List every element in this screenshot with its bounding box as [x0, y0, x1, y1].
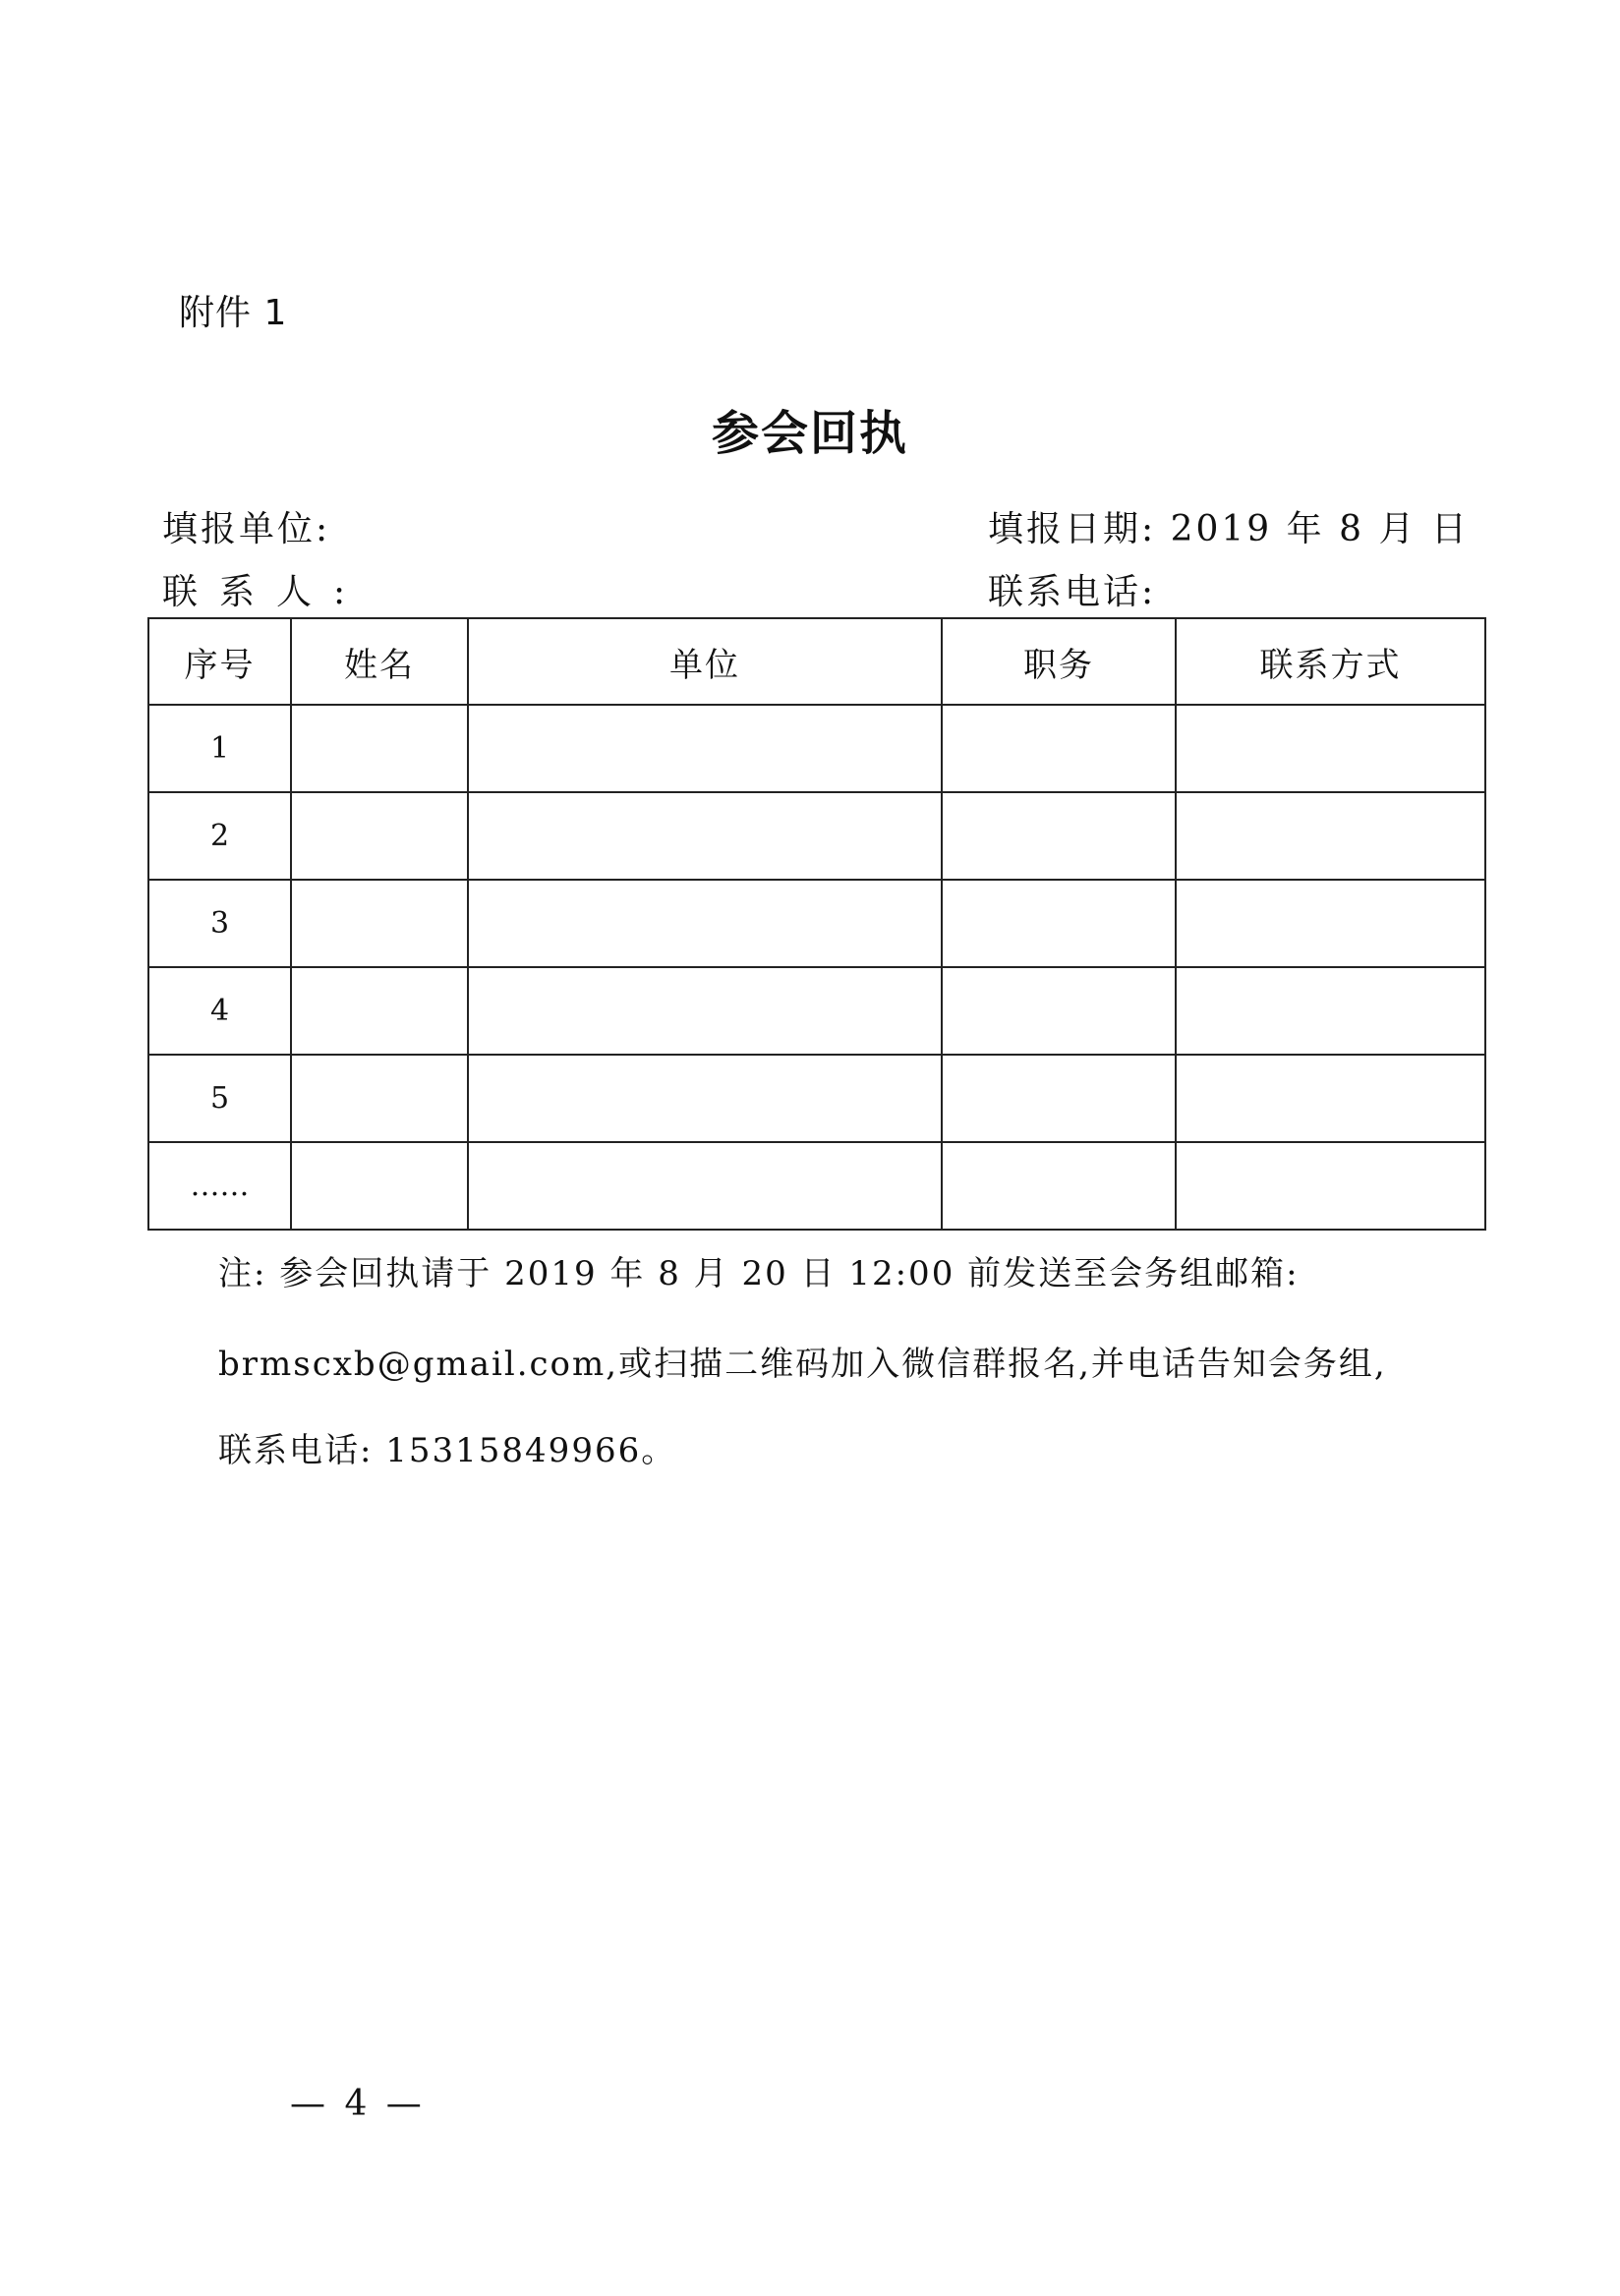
table-row [148, 1055, 1485, 1142]
unit-field-label: 填报单位: [162, 509, 331, 549]
page-number: — 4 — [290, 2084, 426, 2124]
unit-cell [468, 880, 942, 967]
table-row [148, 792, 1485, 880]
contact-cell [1176, 792, 1485, 880]
table-row [148, 880, 1485, 967]
contact-person-field-label: 联系人: [162, 572, 368, 612]
name-cell [291, 705, 468, 792]
phone-field-label: 联系电话: [988, 572, 1157, 612]
table-row [148, 705, 1485, 792]
unit-cell [468, 792, 942, 880]
unit-cell [468, 967, 942, 1055]
header-unit: 单位 [468, 618, 942, 705]
position-cell [942, 1142, 1176, 1230]
note-line-2: brmscxb@gmail.com,或扫描二维码加入微信群报名,并电话告知会务组, [218, 1345, 1387, 1384]
date-field-label: 填报日期: [988, 509, 1157, 549]
name-cell [291, 880, 468, 967]
attachment-label: 附件 1 [179, 293, 288, 333]
table-header-row [148, 618, 1485, 705]
unit-cell [468, 705, 942, 792]
contact-cell [1176, 705, 1485, 792]
header-contact: 联系方式 [1176, 618, 1485, 705]
unit-cell [468, 1142, 942, 1230]
row-index: 5 [148, 1055, 291, 1142]
name-cell [291, 792, 468, 880]
contact-cell [1176, 967, 1485, 1055]
row-index: 2 [148, 792, 291, 880]
contact-cell [1176, 1142, 1485, 1230]
date-field-value: 2019 年 8 月 日 [1170, 509, 1470, 549]
row-index: 4 [148, 967, 291, 1055]
receipt-table [147, 617, 1486, 1231]
row-index: 3 [148, 880, 291, 967]
unit-cell [468, 1055, 942, 1142]
date-field [988, 501, 1470, 551]
contact-cell [1176, 880, 1485, 967]
note-line-3: 联系电话: 15315849966。 [218, 1431, 677, 1470]
table-row [148, 1142, 1485, 1230]
row-index: 1 [148, 705, 291, 792]
position-cell [942, 967, 1176, 1055]
page-title: 参会回执 [711, 406, 908, 461]
name-cell [291, 1055, 468, 1142]
table-row [148, 967, 1485, 1055]
position-cell [942, 880, 1176, 967]
name-cell [291, 1142, 468, 1230]
position-cell [942, 705, 1176, 792]
position-cell [942, 1055, 1176, 1142]
note-line-1: 注: 参会回执请于 2019 年 8 月 20 日 12:00 前发送至会务组邮箱: [218, 1254, 1300, 1293]
contact-cell [1176, 1055, 1485, 1142]
header-position: 职务 [942, 618, 1176, 705]
position-cell [942, 792, 1176, 880]
header-name: 姓名 [291, 618, 468, 705]
name-cell [291, 967, 468, 1055]
row-index: …… [148, 1142, 291, 1230]
header-index: 序号 [148, 618, 291, 705]
